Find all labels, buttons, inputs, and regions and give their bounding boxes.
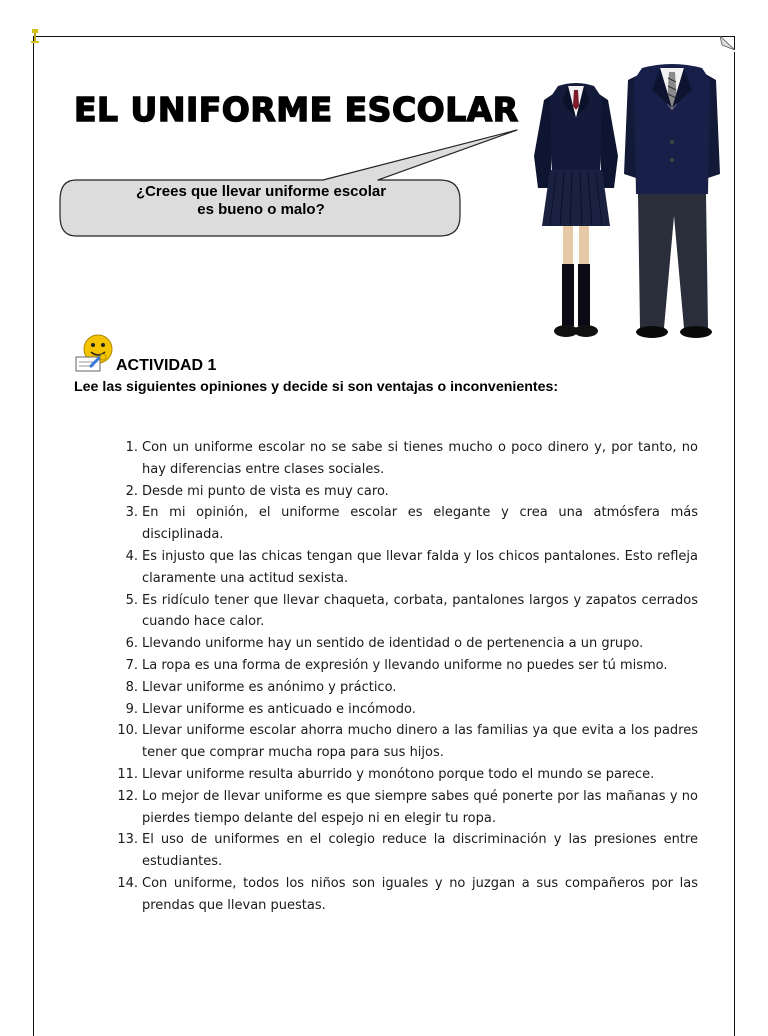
opinion-item [110,829,698,873]
bubble-line-2: es bueno o malo? [197,201,325,218]
opinion-text: Con uniforme, todos los niños son iguales y no juzgan a sus compañeros por las prendas que llevan puestas. [142,875,698,913]
opinion-item [110,546,698,590]
opinion-item [110,873,698,917]
opinion-text: Con un uniforme escolar no se sabe si tienes mucho o poco dinero y, por tanto, no hay diferencias entre clases sociales. [142,440,698,477]
opinion-number: 3. [125,505,138,521]
school-uniforms-photo [526,56,726,346]
opinion-item [110,699,698,721]
opinion-text: Es ridículo tener que llevar chaqueta, corbata, pantalones largos y zapatos cerrados cuando hace calor. [142,592,698,630]
smiley-writing-icon [74,333,116,373]
pin-icon [29,29,41,45]
opinion-text: Llevar uniforme es anónimo y práctico. [142,679,397,695]
opinion-number: 6. [125,636,138,652]
opinion-number: 11. [117,766,138,782]
opinion-number: 8. [125,679,138,695]
opinion-text: Llevar uniforme es anticuado e incómodo. [142,701,416,717]
opinion-number: 4. [125,548,138,564]
opinion-item [110,786,698,830]
opinion-text: Lo mejor de llevar uniforme es que siempre sabes qué ponerte por las mañanas y no pierdes tiempo delante del espejo ni en elegir tu ropa. [142,788,698,826]
opinion-number: 12. [117,788,138,804]
page-corner-fold-icon [716,36,736,52]
opinion-text: La ropa es una forma de expresión y llevando uniforme no puedes ser tú mismo. [142,657,668,673]
opinion-number: 5. [125,592,138,608]
opinion-text: Llevar uniforme resulta aburrido y monótono porque todo el mundo se parece. [142,766,655,782]
opinion-number: 7. [125,657,138,673]
opinion-text: El uso de uniformes en el colegio reduce la discriminación y las presiones entre estudiantes. [142,832,698,870]
opinion-item [110,502,698,546]
opinion-number: 1. [125,440,138,455]
opinion-number: 14. [117,875,138,891]
opinion-number: 13. [117,832,138,848]
opinion-number: 9. [125,701,138,717]
opinion-item [110,677,698,699]
activity-title: ACTIVIDAD 1 [116,357,217,374]
opinion-item [110,720,698,764]
opinion-item [110,633,698,655]
opinion-list [110,437,698,917]
opinion-item [110,437,698,481]
opinion-number: 10. [117,723,138,739]
opinion-text: Desde mi punto de vista es muy caro. [142,483,389,499]
opinion-text: Llevar uniforme escolar ahorra mucho dinero a las familias ya que evita a los padres tener que comprar mucha ropa para sus hijos. [142,723,698,761]
opinion-item [110,481,698,503]
bubble-line-1: ¿Crees que llevar uniforme escolar [135,183,387,200]
opinion-text: Llevando uniforme hay un sentido de identidad o de pertenencia a un grupo. [142,636,644,652]
opinion-item [110,764,698,786]
opinion-item [110,655,698,677]
opinion-item [110,590,698,634]
page-title: EL UNIFORME ESCOLAR [74,90,519,129]
bubble-question [66,183,456,219]
opinion-text: En mi opinión, el uniforme escolar es elegante y crea una atmósfera más disciplinada. [142,505,698,543]
opinion-text: Es injusto que las chicas tengan que llevar falda y los chicos pantalones. Esto refleja claramente una actitud sexista. [142,548,698,586]
opinion-number: 2. [125,483,138,499]
activity-instruction: Lee las siguientes opiniones y decide si son ventajas o inconvenientes: [74,379,559,395]
